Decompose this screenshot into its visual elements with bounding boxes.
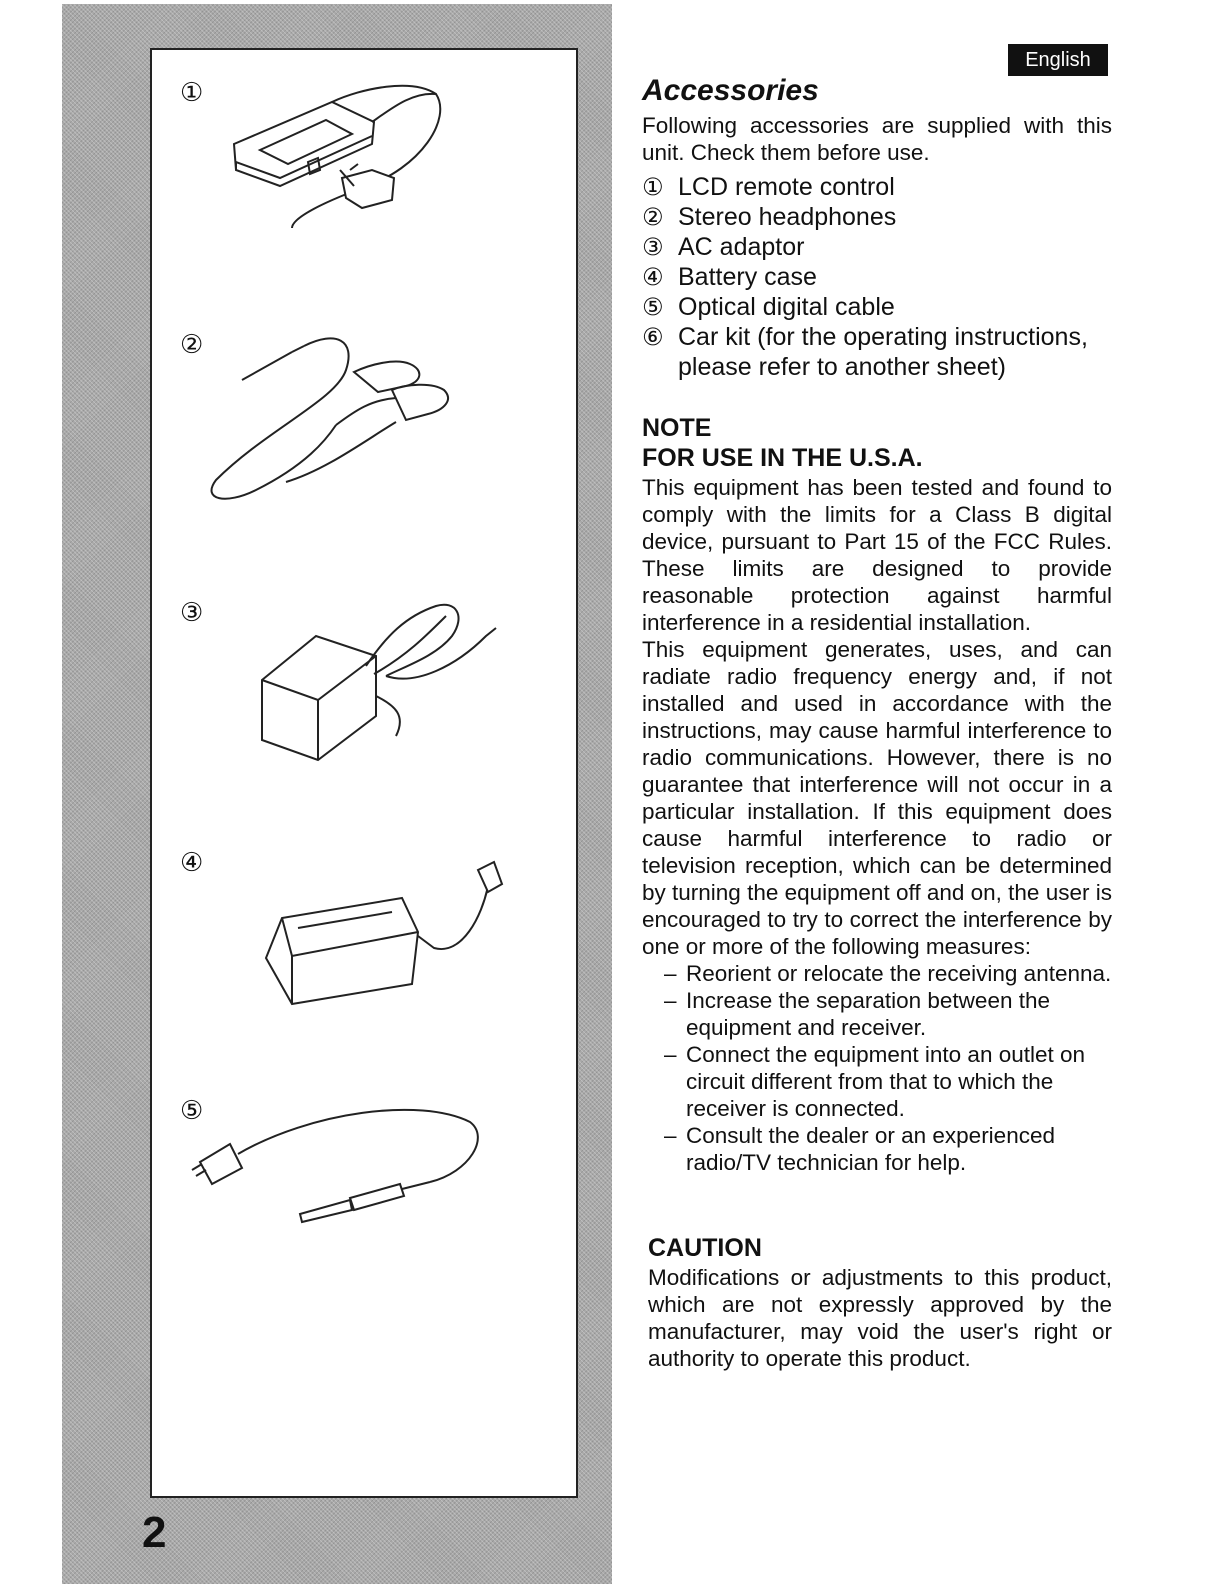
page-number: 2: [142, 1508, 167, 1557]
fcc-paragraph-2: This equipment generates, uses, and can radiate radio frequency energy and, if not installed and used in accordance with the instructions, may cause harmful interference to radio communications. However, there is no guarantee that interference will not occur in a particular installation. If this equipment does cause harmful interference to radio or television reception, which can be determined by turning the equipment off and on, the user is encouraged to try to correct the interference by one or more of the following measures:: [642, 637, 1112, 959]
note-heading: NOTE: [642, 414, 712, 442]
fcc-notice: [642, 474, 1112, 960]
item-number: ④: [642, 263, 664, 291]
list-item: [642, 292, 1112, 322]
item-label: Stereo headphones: [678, 203, 897, 231]
measure-text: Increase the separation between the equipment and receiver.: [686, 988, 1050, 1040]
bullet-dash: –: [664, 1123, 677, 1148]
usa-subheading: FOR USE IN THE U.S.A.: [642, 444, 923, 472]
item-label: Optical digital cable: [678, 293, 895, 321]
measure-text: Connect the equipment into an outlet on circuit different from that to which the receiver is connected.: [686, 1042, 1086, 1121]
item-label: Car kit (for the operating instructions, please refer to another sheet): [678, 323, 1088, 381]
accessories-list: [642, 172, 1112, 382]
bullet-dash: –: [664, 988, 677, 1013]
illustration-number-1: ①: [180, 78, 204, 108]
illustration-panel: [150, 48, 578, 1498]
fcc-paragraph-1: This equipment has been tested and found to comply with the limits for a Class B digital device, pursuant to Part 15 of the FCC Rules. These limits are designed to provide reasonable protection against harmful interference in a residential installation.: [642, 475, 1112, 635]
measure-text: Consult the dealer or an experienced radio/TV technician for help.: [686, 1123, 1055, 1175]
list-item: [642, 232, 1112, 262]
caution-text: Modifications or adjustments to this product, which are not expressly approved by the manufacturer, may void the user's right or authority to operate this product.: [648, 1265, 1112, 1371]
item-label: LCD remote control: [678, 173, 895, 201]
battery-case-illustration: [262, 856, 512, 1006]
item-label: AC adaptor: [678, 233, 805, 261]
accessories-heading: Accessories: [642, 74, 819, 107]
list-item: [642, 202, 1112, 232]
item-number: ⑥: [642, 323, 664, 351]
illustration-number-5: ⑤: [180, 1096, 204, 1126]
illustration-number-3: ③: [180, 598, 204, 628]
list-item: [664, 1041, 1112, 1122]
ac-adaptor-illustration: [256, 596, 506, 766]
measure-text: Reorient or relocate the receiving antenna.: [686, 961, 1112, 986]
list-item: [642, 262, 1112, 292]
item-label: Battery case: [678, 263, 817, 291]
list-item: [642, 322, 1112, 382]
language-badge: English: [1008, 44, 1108, 76]
item-number: ①: [642, 173, 664, 201]
list-item: [664, 987, 1112, 1041]
bullet-dash: –: [664, 1042, 677, 1067]
interference-measures-list: [664, 960, 1112, 1176]
bullet-dash: –: [664, 961, 677, 986]
list-item: [642, 172, 1112, 202]
item-number: ②: [642, 203, 664, 231]
illustration-number-2: ②: [180, 330, 204, 360]
list-item: [664, 960, 1112, 987]
illustration-number-4: ④: [180, 848, 204, 878]
lcd-remote-control-illustration: [222, 78, 442, 248]
stereo-headphones-illustration: [196, 330, 456, 510]
accessories-intro: Following accessories are supplied with this unit. Check them before use.: [642, 113, 1112, 165]
caution-heading: CAUTION: [648, 1234, 762, 1262]
item-number: ③: [642, 233, 664, 261]
optical-digital-cable-illustration: [190, 1102, 490, 1232]
item-number: ⑤: [642, 293, 664, 321]
list-item: [664, 1122, 1112, 1176]
